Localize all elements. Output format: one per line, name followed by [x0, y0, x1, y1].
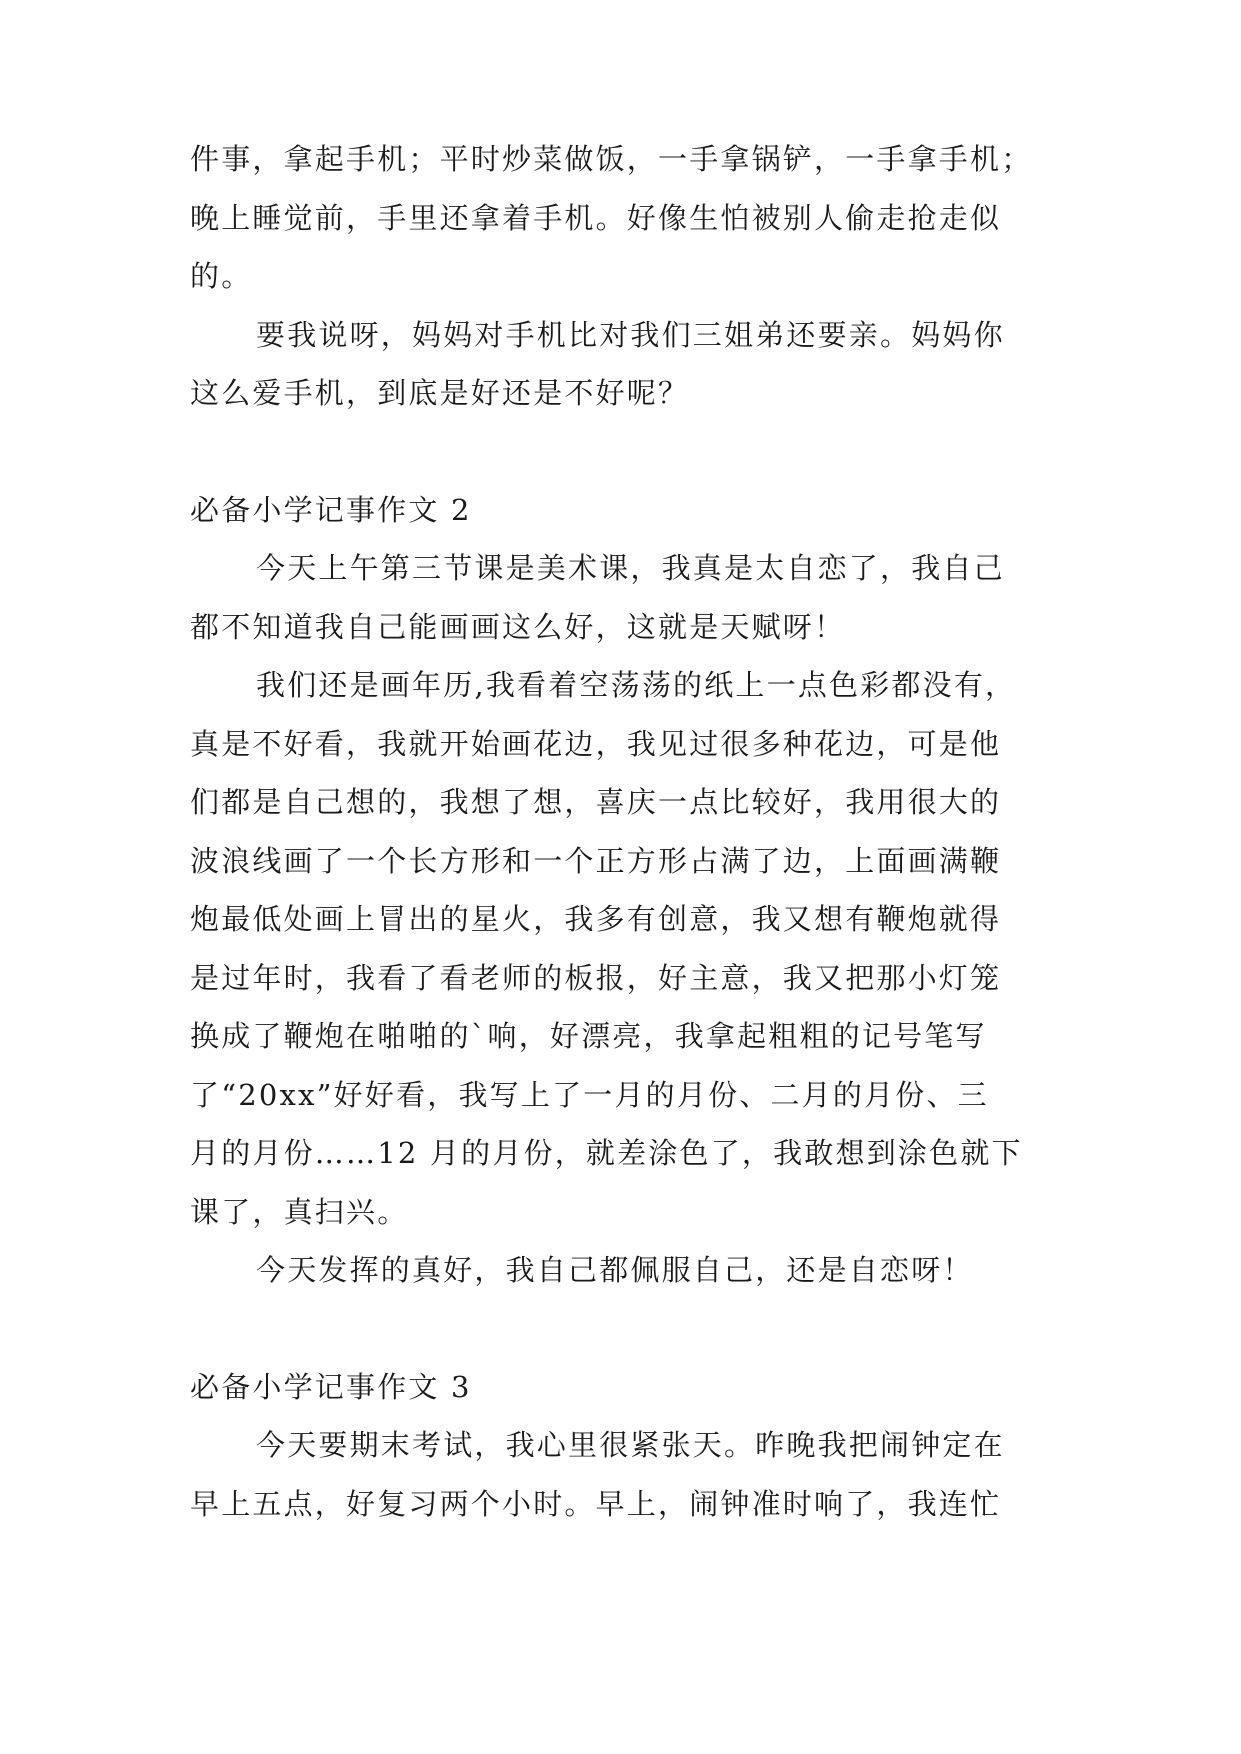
- text-line: 我们还是画年历,我看着空荡荡的纸上一点色彩都没有，: [256, 668, 1017, 702]
- text-line: 都不知道我自己能画画这么好，这就是天赋呀！: [190, 609, 846, 644]
- section-3-title: 必备小学记事作文 3: [190, 1369, 472, 1404]
- text-line: 要我说呀，妈妈对手机比对我们三姐弟还要亲。妈妈你: [256, 317, 1005, 352]
- section-3-paragraph-1: [190, 1416, 1052, 1533]
- section-spacer: [190, 1300, 1052, 1358]
- text-line: 了“20xx”好好看，我写上了一月的月份、二月的月份、三: [190, 1077, 989, 1112]
- text-line: 换成了鞭炮在啪啪的`响，好漂亮，我拿起粗粗的记号笔写: [190, 1019, 987, 1053]
- text-line: 们都是自己想的，我想了想，喜庆一点比较好，我用很大的: [190, 785, 1002, 819]
- text-line: 今天上午第三节课是美术课，我真是太自恋了，我自己: [256, 551, 1005, 585]
- text-line: 今天发挥的真好，我自己都佩服自己，还是自恋呀！: [256, 1253, 974, 1287]
- text-line: 今天要期末考试，我心里很紧张天。昨晚我把闹钟定在: [256, 1428, 1005, 1462]
- section-spacer: [190, 423, 1052, 481]
- document-body: [190, 130, 1052, 1533]
- text-line: 件事，拿起手机；平时炒菜做饭，一手拿锅铲，一手拿手机；: [190, 142, 1033, 176]
- text-line: 课了，真扫兴。: [190, 1194, 409, 1229]
- text-line: 真是不好看，我就开始画花边，我见过很多种花边，可是他: [190, 726, 1002, 761]
- text-line: 波浪线画了一个长方形和一个正方形占满了边，上面画满鞭: [190, 843, 1002, 878]
- text-line: 早上五点，好复习两个小时。早上，闹钟准时响了，我连忙: [190, 1486, 1002, 1521]
- section-2-title: 必备小学记事作文 2: [190, 492, 472, 527]
- paragraph-intro-2: [190, 306, 1052, 423]
- section-2-paragraph-1: [190, 539, 1052, 656]
- text-line: 月的月份……12 月的月份，就差涂色了，我敢想到涂色就下: [190, 1136, 1023, 1170]
- paragraph-intro: [190, 130, 1052, 306]
- text-line: 是过年时，我看了看老师的板报，好主意，我又把那小灯笼: [190, 960, 1002, 995]
- text-line: 晚上睡觉前，手里还拿着手机。好像生怕被别人偷走抢走似: [190, 200, 1002, 235]
- text-line: 炮最低处画上冒出的星火，我多有创意，我又想有鞭炮就得: [190, 902, 1002, 936]
- text-line: 的。: [190, 259, 253, 293]
- section-2-paragraph-2: [190, 656, 1052, 1241]
- text-line: 这么爱手机，到底是好还是不好呢？: [190, 376, 690, 410]
- section-2-paragraph-3: [190, 1241, 1052, 1300]
